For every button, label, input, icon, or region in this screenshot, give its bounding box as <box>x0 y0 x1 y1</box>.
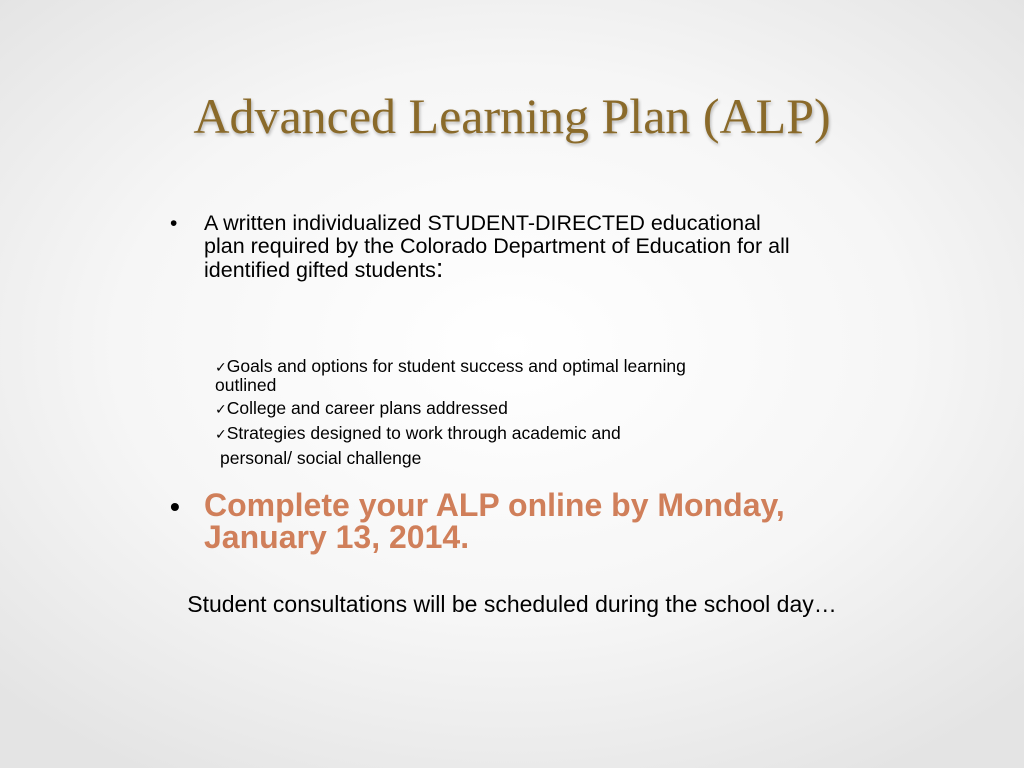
bullet-marker: • <box>170 491 180 522</box>
checklist-item-text: Strategies designed to work through academic and <box>226 423 621 443</box>
checklist-item-continuation: personal/ social challenge <box>220 448 422 468</box>
main-bullet-colon: : <box>435 253 444 283</box>
consultation-note: Student consultations will be scheduled during the school day… <box>187 591 837 617</box>
checkmark-icon: ✓ <box>215 360 227 376</box>
slide-title: Advanced Learning Plan (ALP) <box>193 88 831 144</box>
checklist-item-text: College and career plans addressed <box>226 398 508 418</box>
bullet-marker: • <box>170 212 178 235</box>
checklist <box>215 357 805 472</box>
checklist-item <box>215 424 805 467</box>
checklist-item <box>215 399 805 419</box>
deadline-bullet <box>170 489 790 553</box>
checklist-item-text: Goals and options for student success and optimal learning <box>226 356 686 376</box>
checklist-item-continuation: outlined <box>215 375 277 395</box>
main-bullet-body <box>170 212 790 282</box>
checklist-item <box>215 357 805 394</box>
main-bullet <box>170 212 790 282</box>
checkmark-icon: ✓ <box>215 427 227 443</box>
checkmark-icon: ✓ <box>215 402 227 418</box>
main-bullet-text: A written individualized STUDENT-DIRECTED educational plan required by the Colorado Department of Education for all identified gifted students <box>204 211 790 282</box>
deadline-text: Complete your ALP online by Monday, January 13, 2014. <box>204 487 785 555</box>
